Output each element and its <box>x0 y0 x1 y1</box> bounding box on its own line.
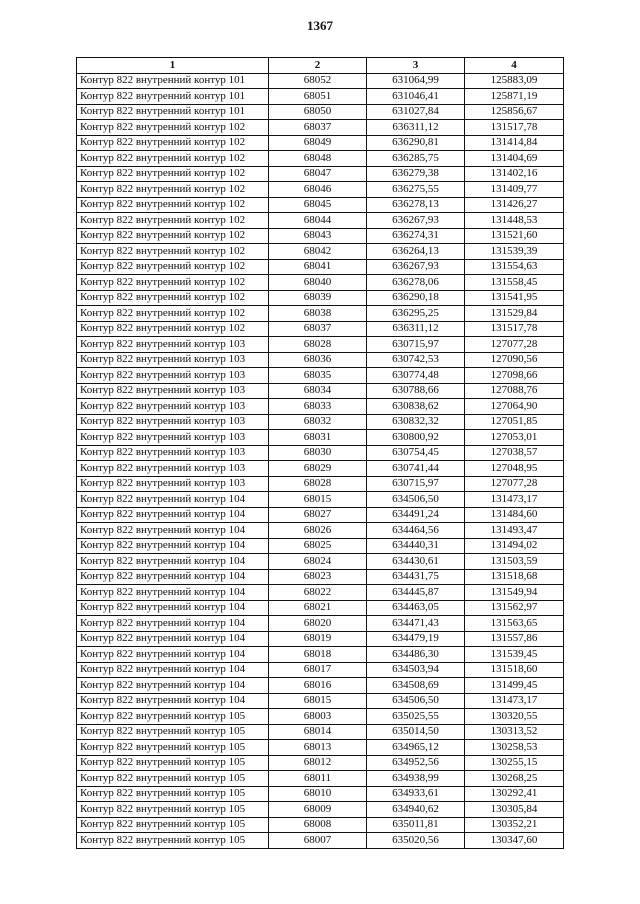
x-coordinate-cell: 631064,99 <box>367 73 465 89</box>
y-coordinate-cell: 130258,53 <box>465 740 564 756</box>
point-number-cell: 68034 <box>269 383 367 399</box>
point-number-cell: 68020 <box>269 616 367 632</box>
x-coordinate-cell: 634506,50 <box>367 492 465 508</box>
contour-name-cell: Контур 822 внутренний контур 105 <box>77 724 269 740</box>
contour-name-cell: Контур 822 внутренний контур 104 <box>77 647 269 663</box>
point-number-cell: 68007 <box>269 833 367 849</box>
x-coordinate-cell: 630788,66 <box>367 383 465 399</box>
y-coordinate-cell: 131554,63 <box>465 259 564 275</box>
y-coordinate-cell: 131402,16 <box>465 166 564 182</box>
y-coordinate-cell: 131409,77 <box>465 182 564 198</box>
point-number-cell: 68037 <box>269 120 367 136</box>
y-coordinate-cell: 130268,25 <box>465 771 564 787</box>
point-number-cell: 68013 <box>269 740 367 756</box>
x-coordinate-cell: 631046,41 <box>367 89 465 105</box>
x-coordinate-cell: 635014,50 <box>367 724 465 740</box>
table-row <box>77 399 564 415</box>
contour-name-cell: Контур 822 внутренний контур 102 <box>77 166 269 182</box>
table-row <box>77 337 564 353</box>
point-number-cell: 68003 <box>269 709 367 725</box>
table-row <box>77 182 564 198</box>
y-coordinate-cell: 127064,90 <box>465 399 564 415</box>
y-coordinate-cell: 127038,57 <box>465 445 564 461</box>
x-coordinate-cell: 634486,30 <box>367 647 465 663</box>
table-row <box>77 538 564 554</box>
x-coordinate-cell: 634471,43 <box>367 616 465 632</box>
table-row <box>77 786 564 802</box>
y-coordinate-cell: 127077,28 <box>465 476 564 492</box>
y-coordinate-cell: 131549,94 <box>465 585 564 601</box>
x-coordinate-cell: 636274,31 <box>367 228 465 244</box>
x-coordinate-cell: 630754,45 <box>367 445 465 461</box>
contour-name-cell: Контур 822 внутренний контур 104 <box>77 600 269 616</box>
point-number-cell: 68049 <box>269 135 367 151</box>
point-number-cell: 68025 <box>269 538 367 554</box>
x-coordinate-cell: 635020,56 <box>367 833 465 849</box>
column-header-2: 2 <box>269 58 367 74</box>
table-row <box>77 445 564 461</box>
point-number-cell: 68031 <box>269 430 367 446</box>
point-number-cell: 68032 <box>269 414 367 430</box>
point-number-cell: 68047 <box>269 166 367 182</box>
y-coordinate-cell: 131503,59 <box>465 554 564 570</box>
contour-name-cell: Контур 822 внутренний контур 105 <box>77 771 269 787</box>
contour-name-cell: Контур 822 внутренний контур 104 <box>77 662 269 678</box>
point-number-cell: 68033 <box>269 399 367 415</box>
point-number-cell: 68048 <box>269 151 367 167</box>
point-number-cell: 68009 <box>269 802 367 818</box>
y-coordinate-cell: 125856,67 <box>465 104 564 120</box>
table-row <box>77 585 564 601</box>
point-number-cell: 68019 <box>269 631 367 647</box>
table-body <box>77 73 564 848</box>
table-row <box>77 352 564 368</box>
table-row <box>77 244 564 260</box>
point-number-cell: 68040 <box>269 275 367 291</box>
point-number-cell: 68041 <box>269 259 367 275</box>
y-coordinate-cell: 130292,41 <box>465 786 564 802</box>
y-coordinate-cell: 131426,27 <box>465 197 564 213</box>
x-coordinate-cell: 630832,32 <box>367 414 465 430</box>
point-number-cell: 68042 <box>269 244 367 260</box>
y-coordinate-cell: 131562,97 <box>465 600 564 616</box>
point-number-cell: 68024 <box>269 554 367 570</box>
x-coordinate-cell: 635011,81 <box>367 817 465 833</box>
table-row <box>77 383 564 399</box>
point-number-cell: 68016 <box>269 678 367 694</box>
x-coordinate-cell: 636295,25 <box>367 306 465 322</box>
point-number-cell: 68050 <box>269 104 367 120</box>
x-coordinate-cell: 636275,55 <box>367 182 465 198</box>
contour-name-cell: Контур 822 внутренний контур 102 <box>77 151 269 167</box>
y-coordinate-cell: 127098,66 <box>465 368 564 384</box>
contour-name-cell: Контур 822 внутренний контур 104 <box>77 538 269 554</box>
y-coordinate-cell: 131539,39 <box>465 244 564 260</box>
point-number-cell: 68010 <box>269 786 367 802</box>
table-row <box>77 569 564 585</box>
y-coordinate-cell: 131518,60 <box>465 662 564 678</box>
table-row <box>77 817 564 833</box>
contour-name-cell: Контур 822 внутренний контур 105 <box>77 833 269 849</box>
contour-name-cell: Контур 822 внутренний контур 104 <box>77 569 269 585</box>
coordinates-table <box>76 57 564 849</box>
table-row <box>77 120 564 136</box>
table-row <box>77 755 564 771</box>
contour-name-cell: Контур 822 внутренний контур 103 <box>77 476 269 492</box>
y-coordinate-cell: 130347,60 <box>465 833 564 849</box>
contour-name-cell: Контур 822 внутренний контур 104 <box>77 616 269 632</box>
contour-name-cell: Контур 822 внутренний контур 102 <box>77 275 269 291</box>
x-coordinate-cell: 630774,48 <box>367 368 465 384</box>
y-coordinate-cell: 130255,15 <box>465 755 564 771</box>
point-number-cell: 68029 <box>269 461 367 477</box>
x-coordinate-cell: 634479,19 <box>367 631 465 647</box>
column-header-1: 1 <box>77 58 269 74</box>
contour-name-cell: Контур 822 внутренний контур 102 <box>77 120 269 136</box>
x-coordinate-cell: 630715,97 <box>367 476 465 492</box>
table-row <box>77 709 564 725</box>
point-number-cell: 68052 <box>269 73 367 89</box>
y-coordinate-cell: 127088,76 <box>465 383 564 399</box>
y-coordinate-cell: 131563,65 <box>465 616 564 632</box>
table-row <box>77 430 564 446</box>
x-coordinate-cell: 634491,24 <box>367 507 465 523</box>
y-coordinate-cell: 131499,45 <box>465 678 564 694</box>
table-row <box>77 290 564 306</box>
table-row <box>77 724 564 740</box>
y-coordinate-cell: 125883,09 <box>465 73 564 89</box>
y-coordinate-cell: 131529,84 <box>465 306 564 322</box>
column-header-4: 4 <box>465 58 564 74</box>
y-coordinate-cell: 131448,53 <box>465 213 564 229</box>
contour-name-cell: Контур 822 внутренний контур 105 <box>77 817 269 833</box>
contour-name-cell: Контур 822 внутренний контур 105 <box>77 786 269 802</box>
point-number-cell: 68008 <box>269 817 367 833</box>
x-coordinate-cell: 630838,62 <box>367 399 465 415</box>
table-row <box>77 166 564 182</box>
contour-name-cell: Контур 822 внутренний контур 103 <box>77 461 269 477</box>
contour-name-cell: Контур 822 внутренний контур 103 <box>77 383 269 399</box>
table-row <box>77 662 564 678</box>
table-row <box>77 678 564 694</box>
contour-name-cell: Контур 822 внутренний контур 104 <box>77 693 269 709</box>
table-row <box>77 554 564 570</box>
table-row <box>77 600 564 616</box>
contour-name-cell: Контур 822 внутренний контур 105 <box>77 709 269 725</box>
y-coordinate-cell: 131557,86 <box>465 631 564 647</box>
table-row <box>77 523 564 539</box>
table-header-row <box>77 58 564 74</box>
table-row <box>77 802 564 818</box>
y-coordinate-cell: 130305,84 <box>465 802 564 818</box>
contour-name-cell: Контур 822 внутренний контур 102 <box>77 290 269 306</box>
table-row <box>77 151 564 167</box>
contour-name-cell: Контур 822 внутренний контур 104 <box>77 492 269 508</box>
contour-name-cell: Контур 822 внутренний контур 104 <box>77 554 269 570</box>
column-header-3: 3 <box>367 58 465 74</box>
contour-name-cell: Контур 822 внутренний контур 104 <box>77 585 269 601</box>
y-coordinate-cell: 131473,17 <box>465 693 564 709</box>
table-row <box>77 306 564 322</box>
page-number: 1367 <box>307 18 333 33</box>
contour-name-cell: Контур 822 внутренний контур 105 <box>77 755 269 771</box>
y-coordinate-cell: 131539,45 <box>465 647 564 663</box>
contour-name-cell: Контур 822 внутренний контур 101 <box>77 104 269 120</box>
contour-name-cell: Контур 822 внутренний контур 105 <box>77 740 269 756</box>
y-coordinate-cell: 127077,28 <box>465 337 564 353</box>
y-coordinate-cell: 131493,47 <box>465 523 564 539</box>
point-number-cell: 68044 <box>269 213 367 229</box>
contour-name-cell: Контур 822 внутренний контур 101 <box>77 89 269 105</box>
point-number-cell: 68014 <box>269 724 367 740</box>
x-coordinate-cell: 634506,50 <box>367 693 465 709</box>
table-row <box>77 368 564 384</box>
x-coordinate-cell: 630800,92 <box>367 430 465 446</box>
x-coordinate-cell: 635025,55 <box>367 709 465 725</box>
x-coordinate-cell: 634464,56 <box>367 523 465 539</box>
table-row <box>77 631 564 647</box>
point-number-cell: 68039 <box>269 290 367 306</box>
table-row <box>77 771 564 787</box>
table-row <box>77 228 564 244</box>
table-row <box>77 693 564 709</box>
x-coordinate-cell: 634463,05 <box>367 600 465 616</box>
table-row <box>77 275 564 291</box>
contour-name-cell: Контур 822 внутренний контур 104 <box>77 523 269 539</box>
x-coordinate-cell: 634503,94 <box>367 662 465 678</box>
contour-name-cell: Контур 822 внутренний контур 103 <box>77 445 269 461</box>
y-coordinate-cell: 127053,01 <box>465 430 564 446</box>
table-row <box>77 492 564 508</box>
contour-name-cell: Контур 822 внутренний контур 104 <box>77 678 269 694</box>
y-coordinate-cell: 131558,45 <box>465 275 564 291</box>
table-row <box>77 89 564 105</box>
contour-name-cell: Контур 822 внутренний контур 103 <box>77 368 269 384</box>
contour-name-cell: Контур 822 внутренний контур 104 <box>77 631 269 647</box>
x-coordinate-cell: 634933,61 <box>367 786 465 802</box>
point-number-cell: 68028 <box>269 337 367 353</box>
contour-name-cell: Контур 822 внутренний контур 102 <box>77 244 269 260</box>
contour-name-cell: Контур 822 внутренний контур 103 <box>77 414 269 430</box>
table-row <box>77 833 564 849</box>
x-coordinate-cell: 636264,13 <box>367 244 465 260</box>
y-coordinate-cell: 130320,55 <box>465 709 564 725</box>
x-coordinate-cell: 634938,99 <box>367 771 465 787</box>
x-coordinate-cell: 630741,44 <box>367 461 465 477</box>
x-coordinate-cell: 631027,84 <box>367 104 465 120</box>
x-coordinate-cell: 636285,75 <box>367 151 465 167</box>
contour-name-cell: Контур 822 внутренний контур 102 <box>77 228 269 244</box>
table-row <box>77 259 564 275</box>
contour-name-cell: Контур 822 внутренний контур 102 <box>77 321 269 337</box>
y-coordinate-cell: 131518,68 <box>465 569 564 585</box>
y-coordinate-cell: 127090,56 <box>465 352 564 368</box>
contour-name-cell: Контур 822 внутренний контур 103 <box>77 352 269 368</box>
x-coordinate-cell: 634430,61 <box>367 554 465 570</box>
point-number-cell: 68046 <box>269 182 367 198</box>
point-number-cell: 68012 <box>269 755 367 771</box>
table-row <box>77 321 564 337</box>
contour-name-cell: Контур 822 внутренний контур 101 <box>77 73 269 89</box>
table-row <box>77 507 564 523</box>
point-number-cell: 68043 <box>269 228 367 244</box>
x-coordinate-cell: 634445,87 <box>367 585 465 601</box>
x-coordinate-cell: 636278,13 <box>367 197 465 213</box>
contour-name-cell: Контур 822 внутренний контур 102 <box>77 182 269 198</box>
y-coordinate-cell: 131404,69 <box>465 151 564 167</box>
y-coordinate-cell: 131521,60 <box>465 228 564 244</box>
y-coordinate-cell: 131494,02 <box>465 538 564 554</box>
y-coordinate-cell: 125871,19 <box>465 89 564 105</box>
contour-name-cell: Контур 822 внутренний контур 102 <box>77 213 269 229</box>
point-number-cell: 68027 <box>269 507 367 523</box>
y-coordinate-cell: 127051,85 <box>465 414 564 430</box>
point-number-cell: 68035 <box>269 368 367 384</box>
point-number-cell: 68030 <box>269 445 367 461</box>
table-row <box>77 135 564 151</box>
x-coordinate-cell: 636290,81 <box>367 135 465 151</box>
y-coordinate-cell: 131517,78 <box>465 120 564 136</box>
x-coordinate-cell: 636290,18 <box>367 290 465 306</box>
x-coordinate-cell: 634440,31 <box>367 538 465 554</box>
table-row <box>77 213 564 229</box>
table-row <box>77 73 564 89</box>
x-coordinate-cell: 636311,12 <box>367 321 465 337</box>
contour-name-cell: Контур 822 внутренний контур 104 <box>77 507 269 523</box>
contour-name-cell: Контур 822 внутренний контур 102 <box>77 259 269 275</box>
y-coordinate-cell: 131517,78 <box>465 321 564 337</box>
x-coordinate-cell: 630742,53 <box>367 352 465 368</box>
table-row <box>77 104 564 120</box>
x-coordinate-cell: 634952,56 <box>367 755 465 771</box>
x-coordinate-cell: 636311,12 <box>367 120 465 136</box>
y-coordinate-cell: 127048,95 <box>465 461 564 477</box>
point-number-cell: 68015 <box>269 693 367 709</box>
x-coordinate-cell: 630715,97 <box>367 337 465 353</box>
table-row <box>77 616 564 632</box>
x-coordinate-cell: 636278,06 <box>367 275 465 291</box>
y-coordinate-cell: 131541,95 <box>465 290 564 306</box>
contour-name-cell: Контур 822 внутренний контур 102 <box>77 306 269 322</box>
point-number-cell: 68045 <box>269 197 367 213</box>
point-number-cell: 68026 <box>269 523 367 539</box>
y-coordinate-cell: 131484,60 <box>465 507 564 523</box>
table-row <box>77 476 564 492</box>
table-row <box>77 414 564 430</box>
x-coordinate-cell: 634965,12 <box>367 740 465 756</box>
x-coordinate-cell: 634940,62 <box>367 802 465 818</box>
contour-name-cell: Контур 822 внутренний контур 103 <box>77 430 269 446</box>
contour-name-cell: Контур 822 внутренний контур 102 <box>77 135 269 151</box>
point-number-cell: 68022 <box>269 585 367 601</box>
y-coordinate-cell: 131414,84 <box>465 135 564 151</box>
point-number-cell: 68018 <box>269 647 367 663</box>
point-number-cell: 68037 <box>269 321 367 337</box>
table-row <box>77 647 564 663</box>
point-number-cell: 68011 <box>269 771 367 787</box>
point-number-cell: 68051 <box>269 89 367 105</box>
x-coordinate-cell: 636267,93 <box>367 259 465 275</box>
x-coordinate-cell: 636267,93 <box>367 213 465 229</box>
point-number-cell: 68028 <box>269 476 367 492</box>
point-number-cell: 68021 <box>269 600 367 616</box>
point-number-cell: 68036 <box>269 352 367 368</box>
y-coordinate-cell: 130352,21 <box>465 817 564 833</box>
table-row <box>77 461 564 477</box>
point-number-cell: 68015 <box>269 492 367 508</box>
table-row <box>77 197 564 213</box>
x-coordinate-cell: 634508,69 <box>367 678 465 694</box>
point-number-cell: 68017 <box>269 662 367 678</box>
x-coordinate-cell: 634431,75 <box>367 569 465 585</box>
contour-name-cell: Контур 822 внутренний контур 105 <box>77 802 269 818</box>
y-coordinate-cell: 131473,17 <box>465 492 564 508</box>
x-coordinate-cell: 636279,38 <box>367 166 465 182</box>
y-coordinate-cell: 130313,52 <box>465 724 564 740</box>
contour-name-cell: Контур 822 внутренний контур 103 <box>77 399 269 415</box>
point-number-cell: 68038 <box>269 306 367 322</box>
point-number-cell: 68023 <box>269 569 367 585</box>
table-row <box>77 740 564 756</box>
contour-name-cell: Контур 822 внутренний контур 102 <box>77 197 269 213</box>
contour-name-cell: Контур 822 внутренний контур 103 <box>77 337 269 353</box>
